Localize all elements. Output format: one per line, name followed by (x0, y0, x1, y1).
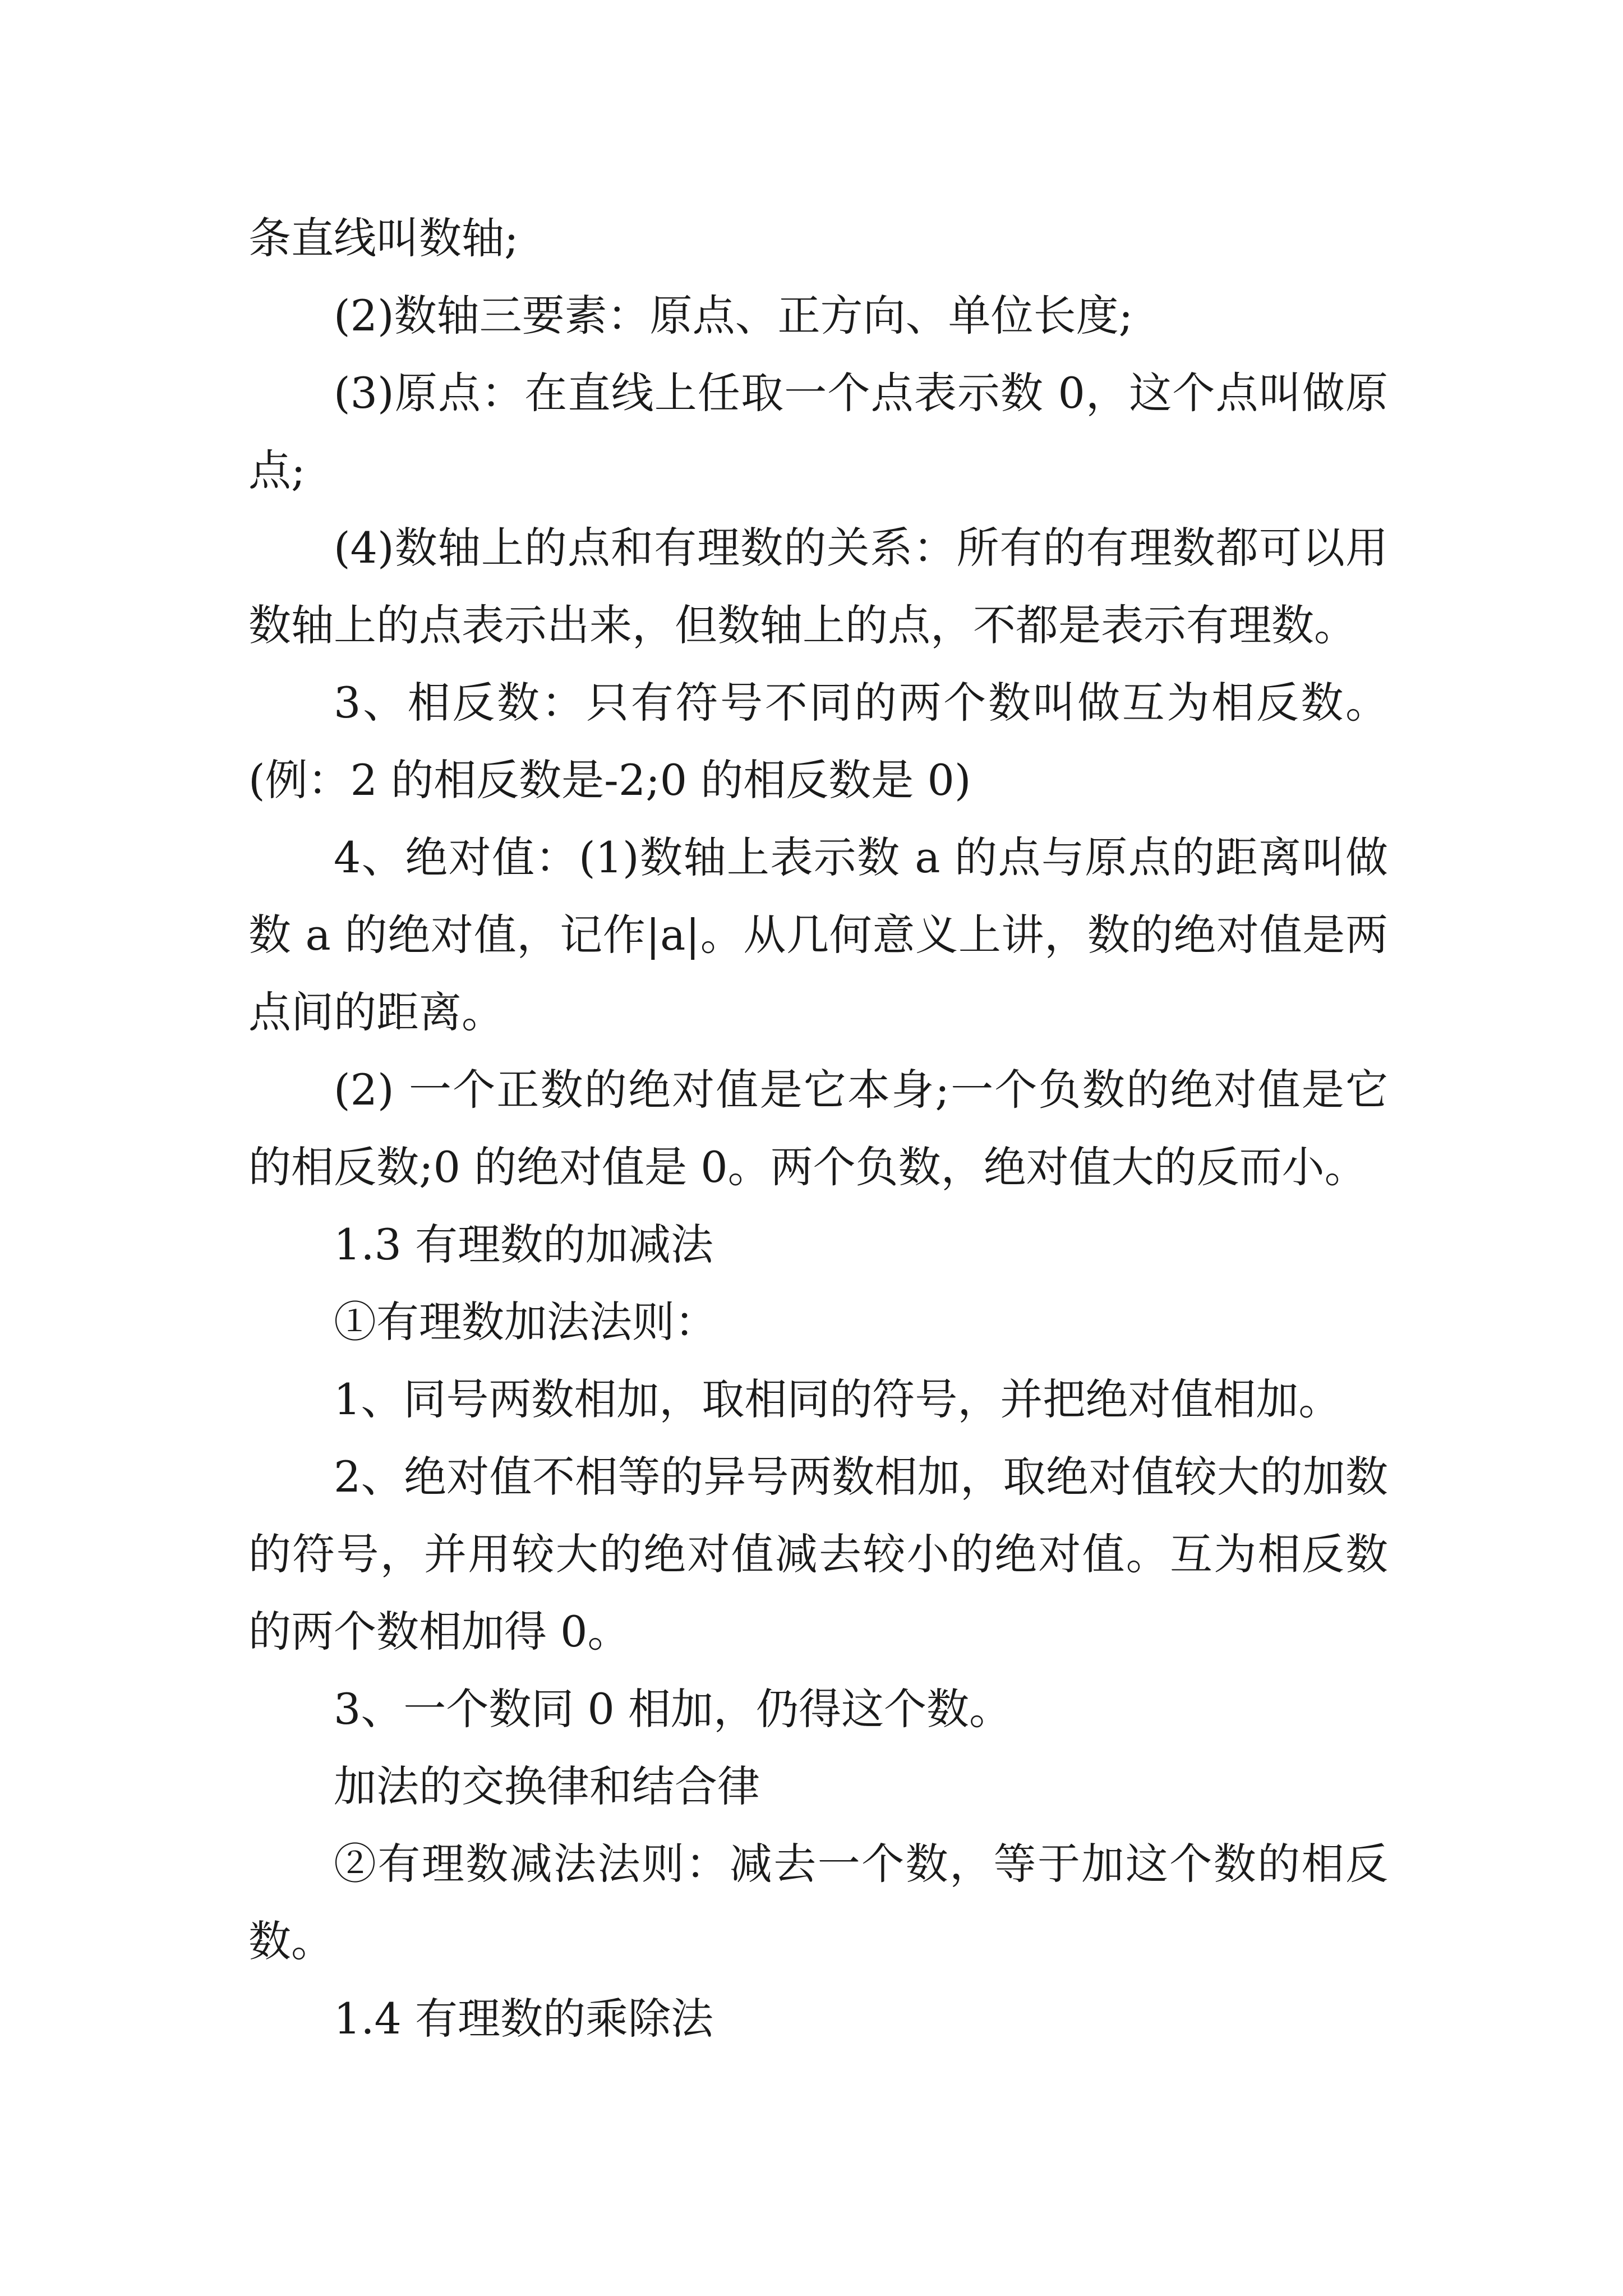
section-heading-multiplication-division: 1.4 有理数的乘除法 (334, 1994, 714, 2044)
document-body (248, 200, 1388, 2058)
paragraph-subtraction-rule: ②有理数减法法则：减去一个数，等于加这个数的相反数。 (248, 1839, 1388, 1966)
paragraph-opposite-numbers: 3、相反数：只有符号不同的两个数叫做互为相反数。(例：2 的相反数是-2;0 的相反数是 0) (248, 678, 1388, 805)
paragraph-addition-laws: 加法的交换律和结合律 (334, 1761, 760, 1811)
paragraph-addition-rule-title: ①有理数加法法则： (334, 1297, 717, 1347)
paragraph-origin: (3)原点：在直线上任取一个点表示数 0，这个点叫做原点; (248, 368, 1388, 495)
paragraph-number-line-definition-end: 条直线叫数轴; (248, 213, 519, 263)
paragraph-number-line-three-elements: (2)数轴三要素：原点、正方向、单位长度; (334, 291, 1133, 341)
paragraph-absolute-value-definition: 4、绝对值：(1)数轴上表示数 a 的点与原点的距离叫做数 a 的绝对值，记作|a|。从几何意义上讲，数的绝对值是两点间的距离。 (248, 832, 1388, 1037)
paragraph-absolute-value-properties: (2) 一个正数的绝对值是它本身;一个负数的绝对值是它的相反数;0 的绝对值是 0。两个负数，绝对值大的反而小。 (248, 1065, 1388, 1192)
section-heading-addition-subtraction: 1.3 有理数的加减法 (334, 1220, 714, 1269)
paragraph-addition-rule-2: 2、绝对值不相等的异号两数相加，取绝对值较大的加数的符号，并用较大的绝对值减去较小的绝对值。互为相反数的两个数相加得 0。 (248, 1452, 1388, 1657)
paragraph-addition-rule-1: 1、同号两数相加，取相同的符号，并把绝对值相加。 (334, 1374, 1341, 1424)
paragraph-addition-rule-3: 3、一个数同 0 相加，仍得这个数。 (334, 1684, 1012, 1734)
paragraph-points-and-rationals: (4)数轴上的点和有理数的关系：所有的有理数都可以用数轴上的点表示出来，但数轴上的点，不都是表示有理数。 (248, 523, 1388, 650)
